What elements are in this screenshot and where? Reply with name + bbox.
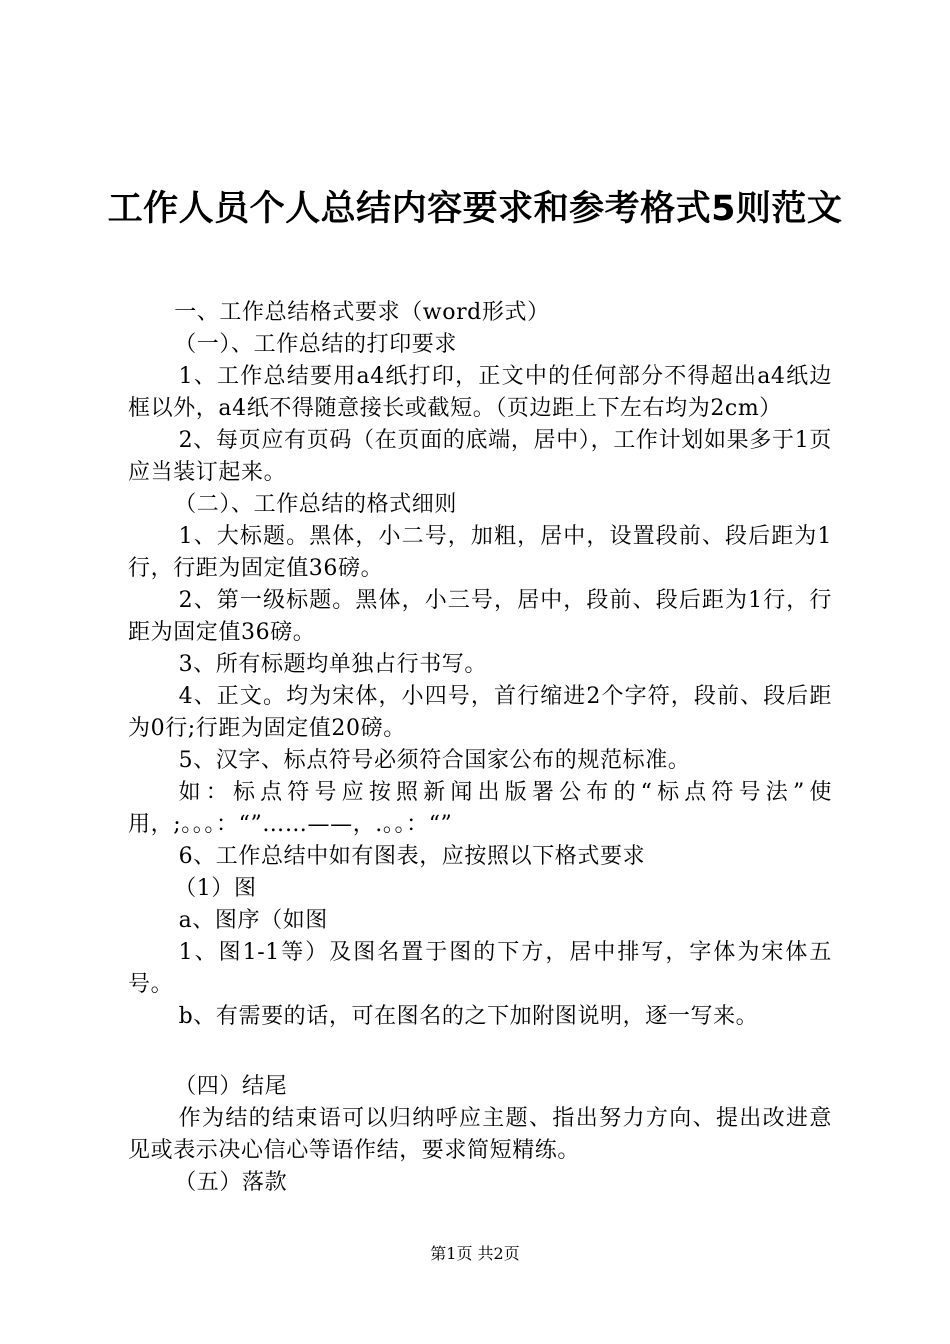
subsection-heading-format: （二）、工作总结的格式细则 <box>174 492 457 517</box>
paragraph-format-2: 2、第一级标题。黑体，小三号，居中，段前、段后距为1行，行距为固定值36磅。 <box>128 588 832 645</box>
paragraph-format-3: 3、所有标题均单独占行书写。 <box>178 652 487 677</box>
paragraph-format-4: 4、正文。均为宋体，小四号，首行缩进2个字符，段前、段后距为0行;行距为固定值20磅。 <box>128 684 832 741</box>
subsection-heading-print: （一）、工作总结的打印要求 <box>174 332 457 357</box>
paragraph-format-6: 6、工作总结中如有图表，应按照以下格式要求 <box>178 844 646 869</box>
page-number-footer: 第1页 共2页 <box>430 1244 520 1263</box>
section-heading-1: 一、工作总结格式要求（word形式） <box>174 300 550 325</box>
figure-item-1: 1、图1-1等）及图名置于图的下方，居中排写，字体为宋体五号。 <box>128 940 832 997</box>
blank-line <box>128 1033 832 1071</box>
paragraph-print-2: 2、每页应有页码（在页面的底端，居中），工作计划如果多于1页应当装订起来。 <box>128 428 832 485</box>
signature-heading: （五）落款 <box>174 1170 288 1195</box>
document-title: 工作人员个人总结内容要求和参考格式5则范文 <box>107 189 843 229</box>
paragraph-punctuation: 如：标点符号应按照新闻出版署公布的“标点符号法”使用，;。。。：“”……——，.。。：“” <box>128 780 832 837</box>
paragraph-print-1: 1、工作总结要用a4纸打印，正文中的任何部分不得超出a4纸边框以外，a4纸不得随意接长或截短。（页边距上下左右均为2cm） <box>128 364 832 421</box>
paragraph-format-5: 5、汉字、标点符号必须符合国家公布的规范标准。 <box>178 748 691 773</box>
figure-item-b: b、有需要的话，可在图名的之下加附图说明，逐一写来。 <box>178 1004 759 1029</box>
document-body <box>128 297 832 1199</box>
paragraph-format-1: 1、大标题。黑体，小二号，加粗，居中，设置段前、段后距为1行，行距为固定值36磅。 <box>128 524 832 581</box>
figure-item-a: a、图序（如图 <box>178 908 328 933</box>
ending-heading: （四）结尾 <box>174 1074 288 1099</box>
figure-heading: （1）图 <box>174 876 257 901</box>
ending-paragraph: 作为结的结束语可以归纳呼应主题、指出努力方向、提出改进意见或表示决心信心等语作结，要求简短精练。 <box>128 1106 832 1163</box>
